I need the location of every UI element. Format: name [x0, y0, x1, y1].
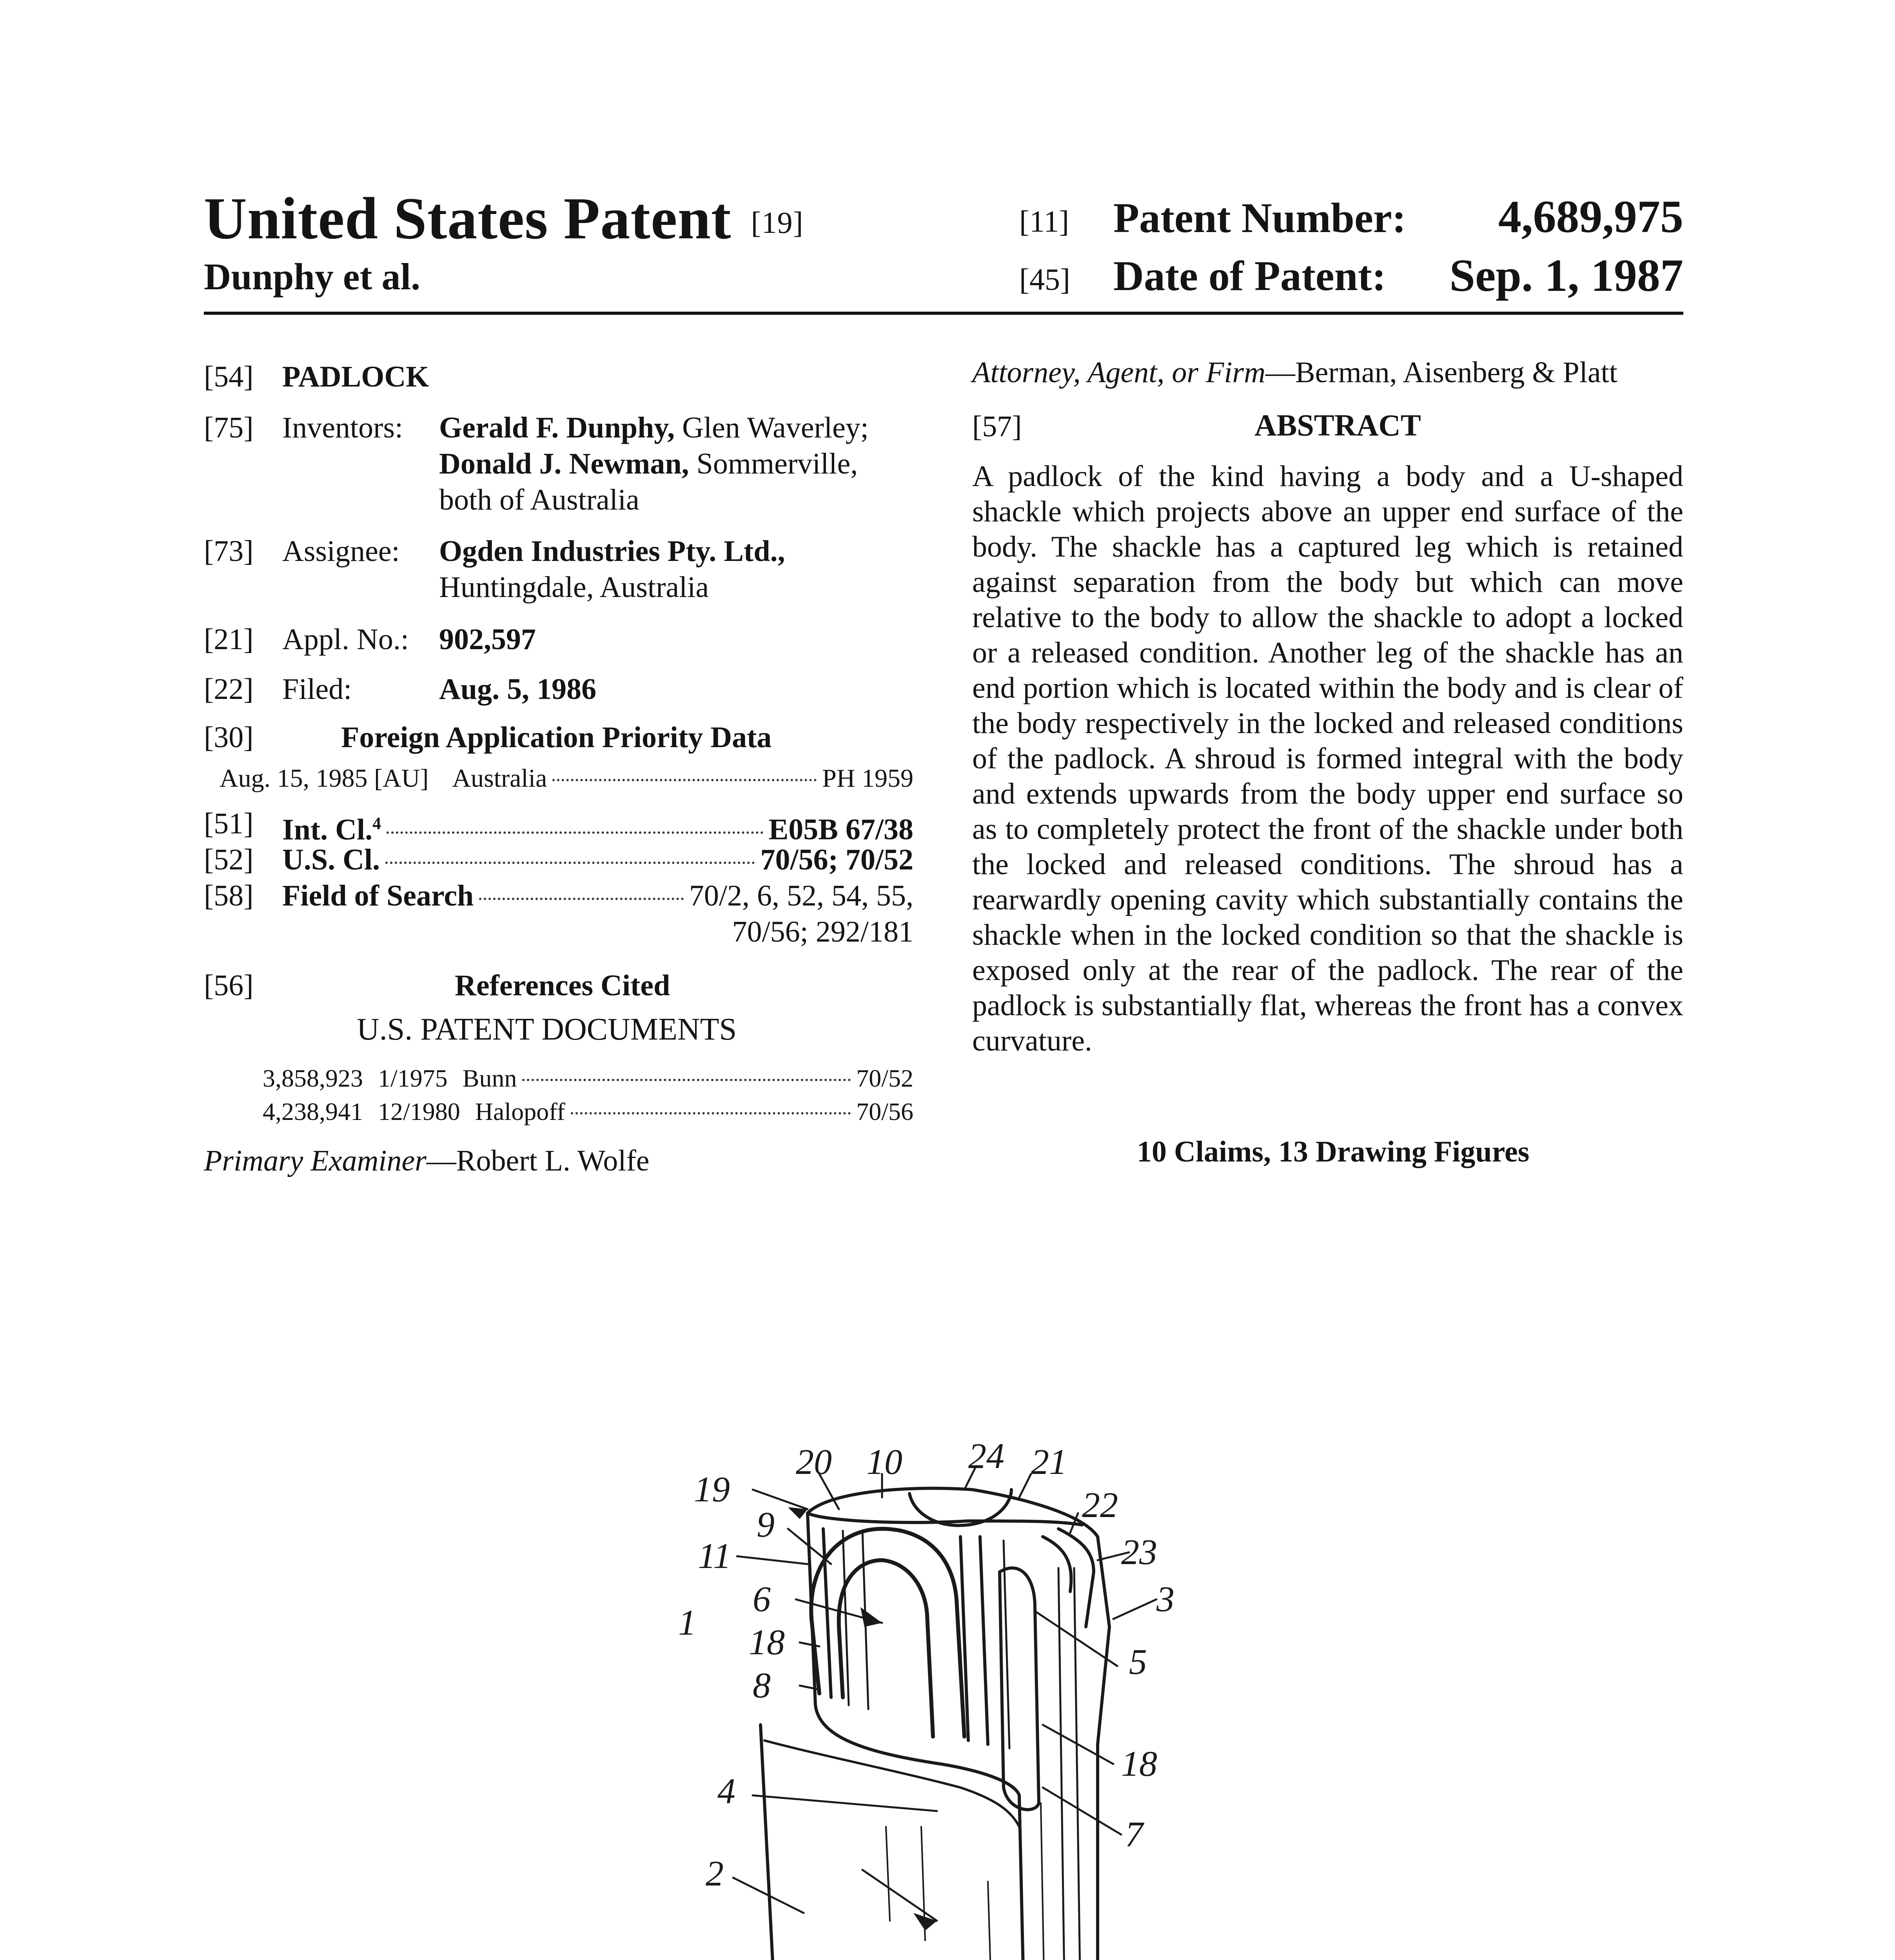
appl-number: 902,597 [439, 623, 536, 656]
assignee-label: Assignee: [282, 535, 400, 568]
priority-entry: Aug. 15, 1985 [AU] Australia PH 1959 [220, 764, 913, 793]
inventors-country: both of Australia [439, 483, 639, 516]
ref-numeral: 21 [1031, 1442, 1067, 1482]
ref-numeral: 19 [694, 1469, 730, 1509]
ref-numeral: 18 [1121, 1744, 1157, 1784]
inventor-2: Donald J. Newman, Sommerville, [439, 447, 858, 480]
inventors-label: Inventors: [282, 411, 403, 444]
ref-numeral: 8 [753, 1665, 771, 1705]
assignee-code: [73] [204, 535, 254, 568]
ref-numeral: 9 [757, 1504, 775, 1544]
assignee-name: Ogden Industries Pty. Ltd., [439, 535, 785, 568]
ref-numeral: 3 [1156, 1579, 1174, 1619]
attorney-line: Attorney, Agent, or Firm—Berman, Aisenberg & Platt [972, 356, 1617, 389]
ref-numeral: 23 [1121, 1532, 1157, 1572]
claims-summary: 10 Claims, 13 Drawing Figures [1137, 1135, 1530, 1168]
uscl-entry: U.S. Cl. 70/56; 70/52 [282, 843, 913, 876]
title-code: [19] [751, 205, 804, 240]
inventor-1: Gerald F. Dunphy, Glen Waverley; [439, 411, 869, 444]
appl-label: Appl. No.: [282, 623, 409, 656]
filed-code: [22] [204, 673, 254, 706]
ref-numeral: 20 [796, 1442, 832, 1482]
appl-code: [21] [204, 623, 254, 656]
title-field-code: [54] [204, 360, 254, 393]
ref-numeral: 7 [1125, 1814, 1143, 1854]
abstract-heading: ABSTRACT [1254, 408, 1421, 442]
search-code: [58] [204, 879, 254, 912]
invention-title: PADLOCK [282, 360, 429, 393]
refs-code: [56] [204, 969, 254, 1002]
ref-numeral: 5 [1129, 1642, 1147, 1682]
date-code: [45] [1019, 262, 1070, 296]
refs-subheading: U.S. PATENT DOCUMENTS [357, 1012, 737, 1047]
reference-row: 3,858,923 1/1975 Bunn 70/52 [263, 1064, 913, 1092]
abstract-text: A padlock of the kind having a body and a U-shaped shackle which projects above an upper end surface of the body. The shackle has a captured leg which is retained against separation from the body but which can move relative to the body to allow the shackle to adopt a locked or a released condition. Another leg of the shackle has an end portion which is located within the body and is clear of the body respectively in the locked and released conditions of the padlock. A shroud is formed integral with the body and extends upwards from the body upper end surface so as to completely protect the front of the shackle under both the locked and released conditions. The shroud has a rearwardly opening cavity which substantially contains the shackle when in the locked condition so that the shackle is exposed only at the rear of the padlock. The rear of the padlock is substantially flat, whereas the front has a convex curvature. [972, 460, 1683, 1057]
filed-date: Aug. 5, 1986 [439, 673, 597, 706]
inventors-code: [75] [204, 411, 254, 444]
intcl-entry: Int. Cl.$^4$ E05B 67/38 [282, 813, 913, 846]
primary-examiner: Primary Examiner—Robert L. Wolfe [204, 1144, 650, 1177]
priority-code: [30] [204, 721, 254, 754]
ref-numeral: 6 [753, 1579, 771, 1619]
intcl-code: [51] [204, 807, 254, 840]
ref-numeral: 2 [706, 1853, 724, 1893]
patent-authors: Dunphy et al. [204, 256, 421, 298]
ref-numeral: 11 [698, 1536, 731, 1576]
patent-number-label: Patent Number: [1113, 195, 1406, 241]
uscl-code: [52] [204, 843, 254, 876]
patent-number: 4,689,975 [1498, 191, 1683, 242]
ref-numeral: 18 [749, 1622, 785, 1662]
search-entry: Field of Search 70/2, 6, 52, 54, 55, [282, 879, 913, 912]
date-label: Date of Patent: [1113, 253, 1386, 299]
search-continued: 70/56; 292/181 [732, 915, 913, 948]
filed-label: Filed: [282, 673, 352, 706]
patent-title: United States Patent [19] [204, 185, 804, 251]
ref-numeral: 22 [1082, 1485, 1118, 1525]
refs-heading: References Cited [455, 969, 670, 1002]
reference-row: 4,238,941 12/1980 Halopoff 70/56 [263, 1098, 913, 1125]
ref-numeral: 10 [866, 1442, 902, 1482]
abstract-code: [57] [972, 410, 1022, 443]
ref-numeral: 4 [717, 1771, 735, 1811]
patent-number-code: [11] [1019, 204, 1069, 238]
ref-numeral: 1 [678, 1602, 696, 1642]
priority-heading: Foreign Application Priority Data [341, 721, 772, 754]
assignee-place: Huntingdale, Australia [439, 571, 709, 604]
patent-date: Sep. 1, 1987 [1449, 250, 1683, 301]
ref-numeral: 24 [968, 1436, 1004, 1476]
